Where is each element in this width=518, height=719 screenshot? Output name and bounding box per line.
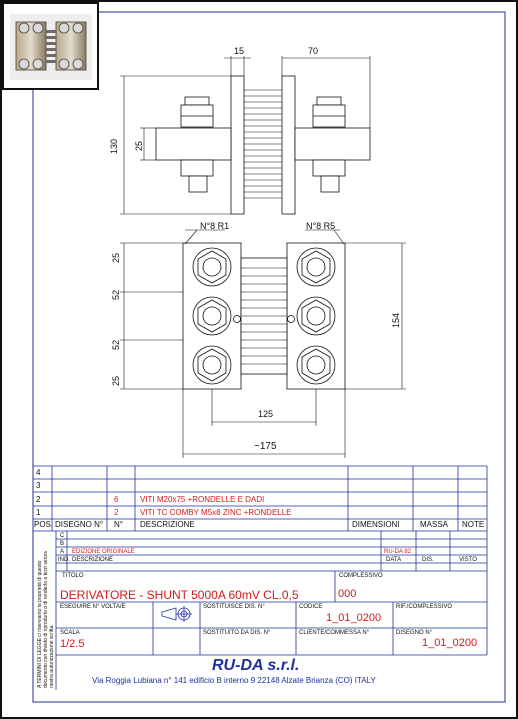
dim-52-a: 52 [111,289,121,300]
sostituito-label: SOSTITUITO DA DIS. N° [203,630,271,636]
bom-desc-1: VITI TC COMBY M5x8 ZINC +RONDELLE [140,508,292,517]
disegno-label: DISEGNO N° [396,630,433,636]
bom-desc-2: VITI M20x75 +RONDELLE E DADI [140,495,265,504]
codice-label: CODICE [299,604,323,610]
bom-qty-1: 2 [114,508,119,517]
projection-symbol [162,606,192,622]
callout-left: N°8 R1 [200,221,230,231]
bom-header-description: DESCRIZIONE [140,520,195,529]
sostituisce-label: SOSTITUISCE DIS. N° [203,604,265,610]
rev-header-visto: VISTO [459,557,477,563]
eseguire-label: ESEGUIRE N° VOLTA/E [60,604,126,610]
legal-note: A TERMINI DI LEGGE ci riserviamo la proprietà di questo documento con divieto di riprodurlo o di renderlo a terzi senza nostra autorizzazione scritta. [37,551,55,688]
rev-header-data: DATA [386,557,402,563]
bom-header-note: NOTE [462,520,485,529]
callout-right: N°8 R5 [306,221,336,231]
bom-header-mass: MASSA [420,520,449,529]
bom-pos-1: 1 [36,508,41,517]
bom-header-pos: POS. [34,520,54,529]
rev-header-ind: IND. [58,557,70,563]
bom-header-qty: N° [114,520,123,529]
dim-52-b: 52 [111,339,121,350]
bom-pos-4: 4 [36,468,41,477]
titolo-label: TITOLO [62,573,84,579]
plan-view [183,243,345,389]
thumbnail-photo [3,3,98,89]
bom-header-dimensions: DIMENSIONI [352,520,400,529]
dim-70: 70 [308,46,319,56]
dim-154: 154 [391,312,401,328]
side-view [156,76,370,214]
rev-header-desc: DESCRIZIONE [72,557,114,563]
dim-15: 15 [234,46,245,56]
disegno-value: 1_01_0200 [422,637,478,649]
dim-25-a: 25 [111,252,121,263]
dim-175: ~175 [254,441,277,452]
bom-pos-3: 3 [36,481,41,490]
rev-header-dis: DIS. [422,557,434,563]
scala-value: 1/2.5 [60,638,85,650]
rev-A: A [60,549,65,555]
dim-25-b: 25 [111,375,121,386]
rev-A-code: RU-DA 82 [384,549,412,555]
complessivo-label: COMPLESSIVO [339,573,383,579]
codice-value: 1_01_0200 [326,612,382,624]
dim-130: 130 [109,138,119,154]
rif-label: RIF./COMPLESSIVO [396,604,453,610]
rev-C: C [60,533,65,539]
dim-125: 125 [258,409,274,419]
bom-header-drawing: DISEGNO N° [55,520,104,529]
drawing-title: DERIVATORE - SHUNT 5000A 60mV CL.0,5 [60,588,299,602]
complessivo-value: 000 [338,588,357,600]
scala-label: SCALA [60,630,80,636]
bom-qty-2: 6 [114,495,119,504]
bom-pos-2: 2 [36,495,41,504]
cliente-label: CLIENTE/COMMESSA N° [299,630,370,636]
company-address: Via Roggia Lubiana n° 141 edificio B interno 9 22148 Alzate Brianza (CO) ITALY [92,676,376,685]
company-name: RU-DA s.r.l. [212,657,300,674]
dim-25-side: 25 [134,140,144,151]
rev-A-desc: EDIZIONE ORIGINALE [72,549,135,555]
rev-B: B [60,541,65,547]
